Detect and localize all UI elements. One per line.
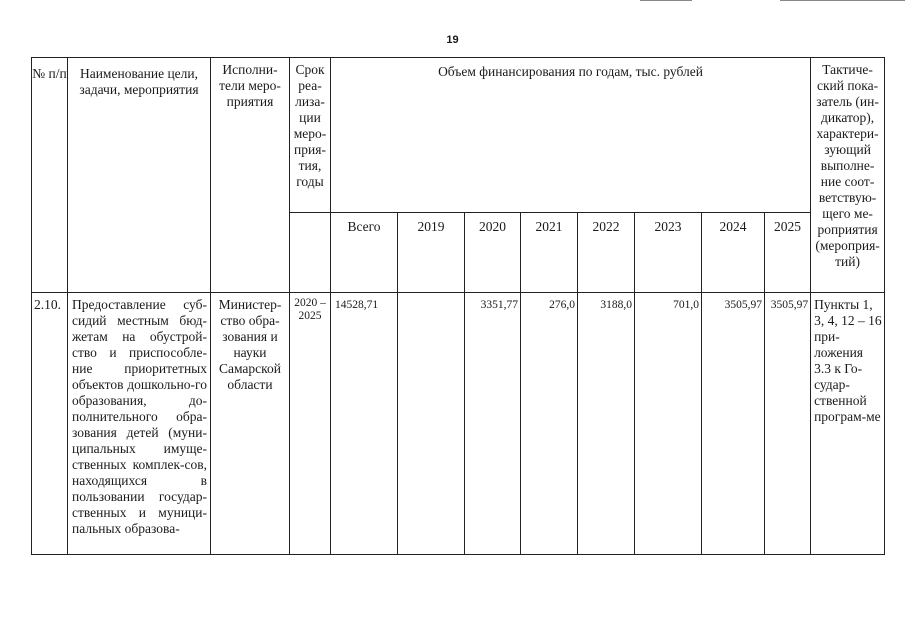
row-indicator: Пункты 1, 3, 4, 12 – 16 при-ложения 3.3 к Го-судар-ственной програм-ме: [811, 293, 885, 555]
page-number: 19: [446, 34, 459, 46]
scan-artifact: [640, 0, 692, 1]
col-num-header: № п/п: [32, 58, 68, 293]
col-finance-header: Объем финансирования по годам, тыс. рублей: [331, 58, 811, 213]
year-header-2021: 2021: [521, 213, 578, 293]
row-value-2020: 3351,77: [465, 293, 521, 555]
row-value-2025: 3505,97: [765, 293, 811, 555]
year-header-2023: 2023: [635, 213, 702, 293]
row-value-2019: [398, 293, 465, 555]
financing-table: [31, 57, 885, 555]
col-name-header: Наименование цели, задачи, мероприятия: [68, 58, 211, 293]
row-name: Предоставление суб-сидий местным бюд-жетам на обустрой-ство и приспособле-ние приоритетных объектов дошкольно-го образования, до-полнительного обра-зования детей (муни-ципальных имуще-ственных комплек-сов, находящихся в пользовании государ-ственных и муници-пальных образова-: [68, 293, 211, 555]
row-value-2021: 276,0: [521, 293, 578, 555]
row-value-total: 14528,71: [331, 293, 398, 555]
col-term-header: Срок реа-лиза-ции меро-прия-тия, годы: [290, 58, 331, 213]
row-executor: Министер-ство обра-зования и науки Самарской области: [211, 293, 290, 555]
year-header-2019: 2019: [398, 213, 465, 293]
row-number: 2.10.: [32, 293, 68, 555]
col-executor-header: Исполни-тели меро-приятия: [211, 58, 290, 293]
year-header-2022: 2022: [578, 213, 635, 293]
row-value-2024: 3505,97: [702, 293, 765, 555]
col-term-spacer: [290, 213, 331, 293]
year-header-total: Всего: [331, 213, 398, 293]
table-row: [32, 293, 885, 555]
scan-artifact: [780, 0, 905, 1]
year-header-2024: 2024: [702, 213, 765, 293]
row-value-2022: 3188,0: [578, 293, 635, 555]
header-row: [32, 58, 885, 213]
row-term: 2020 – 2025: [290, 293, 331, 555]
row-value-2023: 701,0: [635, 293, 702, 555]
col-indicator-header: Тактиче-ский пока-затель (ин-дикатор), характери-зующий выполне-ние соот-ветствую-щего ме-роприятия (мероприя-тий): [811, 58, 885, 293]
year-header-2025: 2025: [765, 213, 811, 293]
year-header-2020: 2020: [465, 213, 521, 293]
